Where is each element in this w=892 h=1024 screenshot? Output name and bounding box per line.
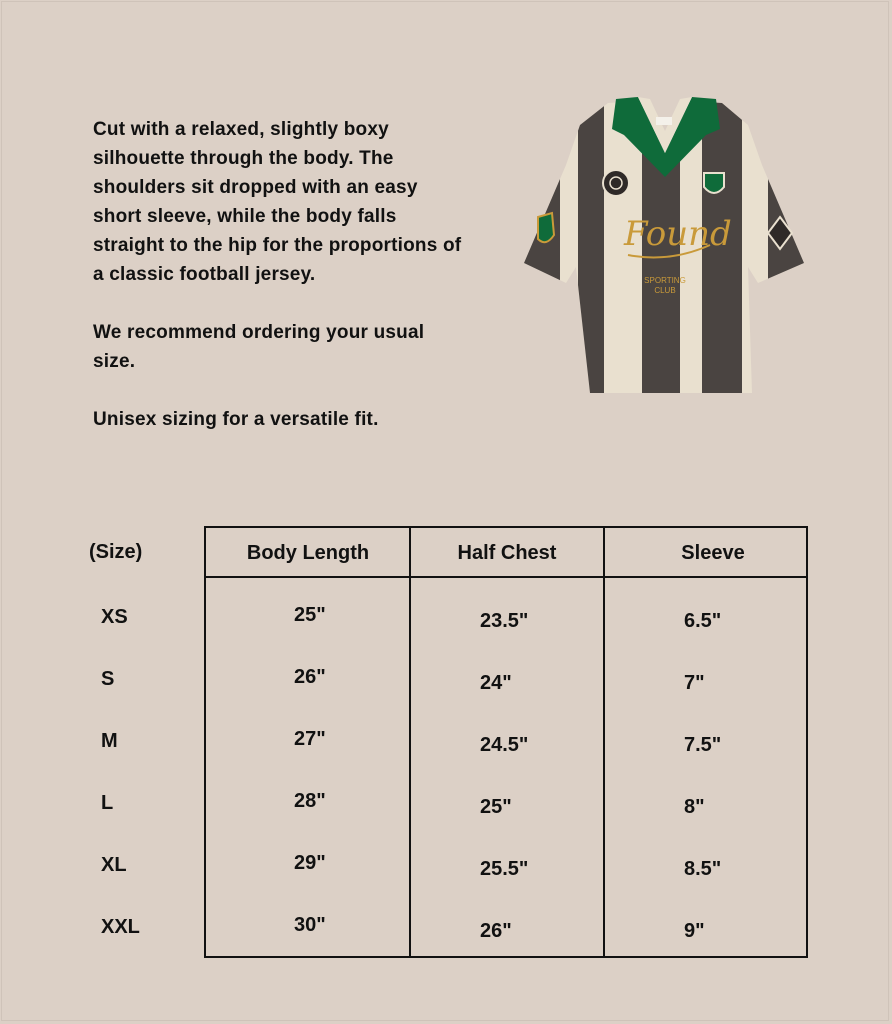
neck-label: [656, 117, 672, 125]
cell-body-length: 28": [294, 790, 326, 812]
cell-body-length: 29": [294, 852, 326, 874]
header-divider: [206, 576, 806, 578]
cell-sleeve: 8.5": [684, 858, 722, 880]
size-label: XXL: [101, 916, 140, 938]
cell-half-chest: 24.5": [480, 734, 529, 756]
column-divider: [603, 528, 605, 956]
fit-description: [93, 115, 463, 463]
cell-half-chest: 26": [480, 920, 512, 942]
cell-sleeve: 7": [684, 672, 705, 694]
cell-sleeve: 9": [684, 920, 705, 942]
jersey-subtext-1: SPORTING: [644, 276, 686, 285]
size-recommendation: We recommend ordering your usual size.: [93, 322, 425, 372]
size-label: XS: [101, 606, 128, 628]
unisex-note: Unisex sizing for a versatile fit.: [93, 409, 379, 430]
club-badge-icon: [603, 170, 629, 196]
jersey-subtext-2: CLUB: [654, 286, 676, 295]
cell-body-length: 27": [294, 728, 326, 750]
column-divider: [409, 528, 411, 956]
size-label: L: [101, 792, 114, 814]
cell-sleeve: 8": [684, 796, 705, 818]
jersey-stripe: [520, 95, 560, 400]
cell-half-chest: 25": [480, 796, 512, 818]
size-label: S: [101, 668, 115, 690]
size-label: XL: [101, 854, 127, 876]
size-column-header: (Size): [89, 541, 143, 563]
cell-body-length: 30": [294, 914, 326, 936]
fit-paragraph: Cut with a relaxed, slightly boxy silhouette through the body. The shoulders sit dropped with an easy short sleeve, while the body falls straight to the hip for the proportions of a classic football jersey.: [93, 119, 462, 285]
cell-sleeve: 7.5": [684, 734, 722, 756]
cell-half-chest: 24": [480, 672, 512, 694]
jersey-stripe: [768, 95, 810, 400]
crest-icon: [704, 173, 724, 193]
jersey-logo: Found: [624, 214, 732, 254]
size-table: [204, 526, 808, 958]
sleeve-crest-icon: [538, 213, 554, 242]
cell-body-length: 26": [294, 666, 326, 688]
cell-body-length: 25": [294, 604, 326, 626]
jersey-stripe: [578, 95, 604, 400]
size-label: M: [101, 730, 118, 752]
cell-half-chest: 23.5": [480, 610, 529, 632]
cell-half-chest: 25.5": [480, 858, 529, 880]
cell-sleeve: 6.5": [684, 610, 722, 632]
jersey-image: [520, 95, 810, 400]
header-body-length: Body Length: [246, 542, 370, 564]
header-sleeve: Sleeve: [681, 542, 745, 564]
header-half-chest: Half Chest: [457, 542, 557, 564]
